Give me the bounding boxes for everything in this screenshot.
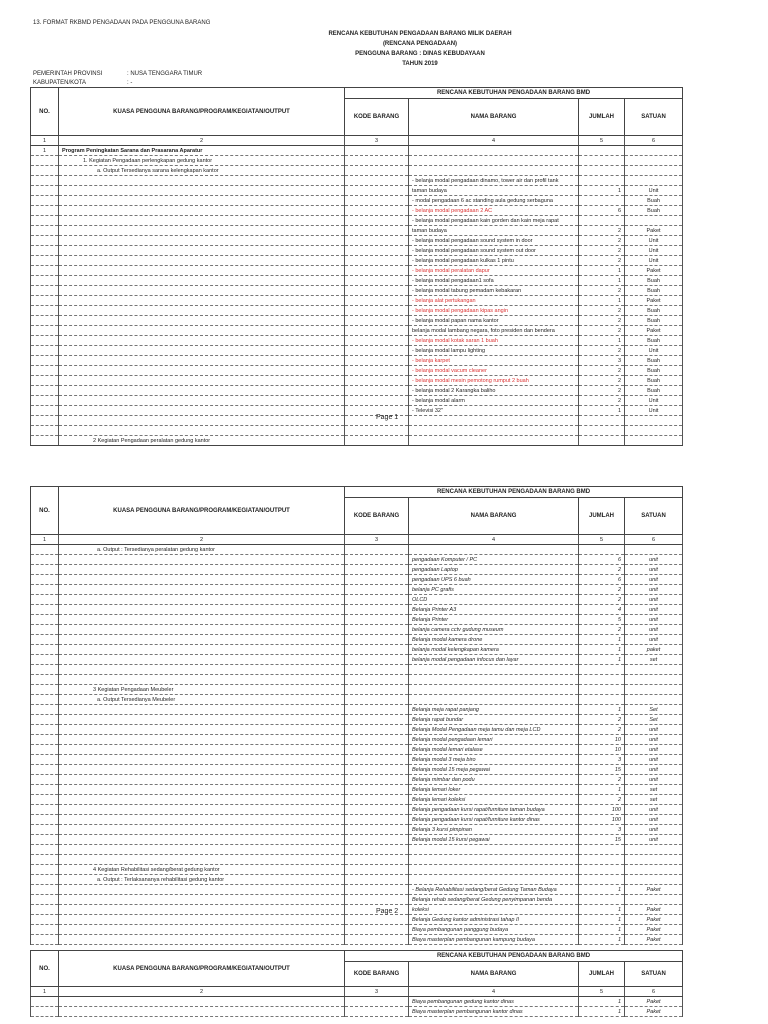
item-jumlah: 2 (579, 725, 625, 735)
item-name: Belanja Gedung kantor administrasi tahap II (409, 915, 579, 925)
kab-label: KABUPATEN/KOTA (33, 80, 87, 86)
num-3: 3 (345, 987, 409, 997)
item-satuan: Unit (625, 186, 683, 196)
table-row (31, 785, 683, 795)
table-row (31, 705, 683, 715)
item-jumlah: 10 (579, 735, 625, 745)
table-row (31, 635, 683, 645)
kab-value: : - (127, 80, 133, 86)
item-satuan: unit (625, 825, 683, 835)
item-jumlah: 2 (579, 775, 625, 785)
table-row (31, 795, 683, 805)
item-name: Belanja lemari loker (409, 785, 579, 795)
table-row (31, 186, 683, 196)
table-row (31, 925, 683, 935)
item-satuan: unit (625, 755, 683, 765)
col-kode: KODE BARANG (345, 99, 409, 136)
num-4: 4 (409, 136, 579, 146)
item-jumlah: 15 (579, 765, 625, 775)
item-name: - belanja modal mesin pemotong rumput 2 buah (409, 376, 579, 386)
table-row (31, 765, 683, 775)
item-jumlah: 2 (579, 795, 625, 805)
table-row (31, 575, 683, 585)
table-row (31, 775, 683, 785)
table-row (31, 725, 683, 735)
item-jumlah: 4 (579, 605, 625, 615)
num-5: 5 (579, 535, 625, 545)
item-jumlah: 1 (579, 186, 625, 196)
item-jumlah: 2 (579, 376, 625, 386)
item-satuan: Buah (625, 356, 683, 366)
table-row (31, 625, 683, 635)
item-name: Belanja Printer A3 (409, 605, 579, 615)
item-jumlah: 2 (579, 565, 625, 575)
item-name: belanja camera cctv gudung museum (409, 625, 579, 635)
table-row (31, 585, 683, 595)
item-satuan: Buah (625, 366, 683, 376)
item-jumlah: 2 (579, 595, 625, 605)
col-jumlah: JUMLAH (579, 498, 625, 535)
rkbmd-table-page-3 (30, 950, 683, 1017)
col-group: RENCANA KEBUTUHAN PENGADAAN BARANG BMD (345, 951, 683, 962)
col-kode: KODE BARANG (345, 498, 409, 535)
col-no: NO. (31, 951, 59, 987)
item-satuan: unit (625, 725, 683, 735)
prov-label: PEMERINTAH PROVINSI (33, 71, 103, 77)
col-nama: NAMA BARANG (409, 99, 579, 136)
table-row (31, 835, 683, 845)
item-satuan (625, 895, 683, 905)
item-satuan: Buah (625, 336, 683, 346)
output-title: a. Output Tersedianya sarana kelengkapan kantor (59, 166, 345, 176)
item-jumlah: 1 (579, 997, 625, 1007)
item-jumlah: 2 (579, 346, 625, 356)
col-no: NO. (31, 487, 59, 535)
item-name: taman budaya (409, 226, 579, 236)
next-kegiatan: 2 Kegiatan Pengadaan peralatan gedung kantor (59, 436, 345, 446)
table-row (31, 276, 683, 286)
item-name: - belanja modal pengadaan1 sofa (409, 276, 579, 286)
table-row (31, 246, 683, 256)
table-row (31, 206, 683, 216)
table-row (31, 645, 683, 655)
item-name: Belanja modal 3 meja biro (409, 755, 579, 765)
item-name: Belanja mimbar dan podu (409, 775, 579, 785)
item-name: Belanja meja rapat panjang (409, 705, 579, 715)
item-name: - belanja modal pengadaan dinamo, tower air dan profil tank (409, 176, 579, 186)
item-name: Belanja modal kamera drone (409, 635, 579, 645)
table-row (31, 815, 683, 825)
item-satuan: unit (625, 815, 683, 825)
table-row (31, 735, 683, 745)
item-satuan: unit (625, 835, 683, 845)
item-jumlah (579, 895, 625, 905)
item-name: Biaya masterplan pembangunan kantor dinas (409, 1007, 579, 1017)
item-jumlah: 1 (579, 645, 625, 655)
table-row (31, 905, 683, 915)
table-row (31, 176, 683, 186)
item-name: - belanja modal vacum cleaner (409, 366, 579, 376)
item-satuan: Unit (625, 256, 683, 266)
table-row (31, 997, 683, 1007)
item-jumlah: 2 (579, 585, 625, 595)
num-4: 4 (409, 535, 579, 545)
num-6: 6 (625, 987, 683, 997)
item-name: - belanja alat pertukangan (409, 296, 579, 306)
table-row (31, 356, 683, 366)
item-name: koleksi (409, 905, 579, 915)
item-name: Belanja modal 15 kursi pegawai (409, 835, 579, 845)
item-satuan: unit (625, 595, 683, 605)
item-name: - Belanja Rehabilitasi sedang/berat Gedung Taman Budaya (409, 885, 579, 895)
page-label-1: Page 1 (376, 414, 399, 421)
item-jumlah: 6 (579, 206, 625, 216)
item-jumlah: 2 (579, 386, 625, 396)
item-satuan (625, 176, 683, 186)
num-6: 6 (625, 136, 683, 146)
item-jumlah: 2 (579, 316, 625, 326)
table-row (31, 256, 683, 266)
item-satuan: Unit (625, 236, 683, 246)
item-name: - belanja modal kotak saran 1 buah (409, 336, 579, 346)
table-row (31, 316, 683, 326)
item-jumlah (579, 196, 625, 206)
item-name: - belanja modal tabung pemadam kebakaran (409, 286, 579, 296)
item-name: - belanja modal pengadaan kain gorden dan kain meja rapat (409, 216, 579, 226)
prov-value: : NUSA TENGGARA TIMUR (127, 71, 203, 77)
table-row (31, 236, 683, 246)
table-row (31, 655, 683, 665)
item-name: taman budaya (409, 186, 579, 196)
item-satuan: set (625, 655, 683, 665)
item-jumlah: 1 (579, 1007, 625, 1017)
item-jumlah: 2 (579, 226, 625, 236)
item-name: - modal pengadaan 6 ac standing aula gedung serbaguna (409, 196, 579, 206)
item-name: OLCD (409, 595, 579, 605)
kegiatan-rehab: 4 Kegiatan Rehabilitasi sedang/berat gedung kantor (59, 865, 345, 875)
table-row (31, 885, 683, 895)
output-peralatan: a. Output : Tersedianya peralatan gedung kantor (59, 545, 345, 555)
item-name: Belanja pengadaan kursi rapat/furniture kantor dinas (409, 815, 579, 825)
item-satuan: Buah (625, 196, 683, 206)
table-row (31, 406, 683, 416)
item-name: Biaya pembangunan panggung budaya (409, 925, 579, 935)
item-satuan: Paket (625, 915, 683, 925)
item-name: belanja modal kelengkapan kamera (409, 645, 579, 655)
item-name: Belanja pengadaan kursi rapat/furniture taman budaya (409, 805, 579, 815)
item-jumlah: 5 (579, 615, 625, 625)
rkbmd-table-page-2 (30, 486, 683, 945)
item-name: pengadaan Komputer / PC (409, 555, 579, 565)
table-row (31, 895, 683, 905)
item-name: Belanja modal lemari etalase (409, 745, 579, 755)
doc-title-1: RENCANA KEBUTUHAN PENGADAAN BARANG MILIK DAERAH (328, 31, 512, 37)
table-row (31, 216, 683, 226)
format-title: 13. FORMAT RKBMD PENGADAAN PADA PENGGUNA BARANG (33, 20, 211, 26)
item-name: - belanja modal pengadaan sound system in door (409, 236, 579, 246)
item-jumlah: 2 (579, 625, 625, 635)
rkbmd-table-page-1 (30, 87, 683, 446)
num-2: 2 (59, 987, 345, 997)
table-row (31, 326, 683, 336)
item-name: Belanja Modal Pengadaan meja tamu dan meja LCD (409, 725, 579, 735)
item-satuan: unit (625, 575, 683, 585)
item-name: Belanja modal 15 meja pegawai (409, 765, 579, 775)
table-row (31, 286, 683, 296)
item-satuan: paket (625, 645, 683, 655)
item-jumlah: 3 (579, 755, 625, 765)
table-row (31, 565, 683, 575)
table-row (31, 755, 683, 765)
num-5: 5 (579, 987, 625, 997)
item-jumlah: 1 (579, 296, 625, 306)
item-satuan: Paket (625, 935, 683, 945)
item-satuan (625, 216, 683, 226)
item-satuan: Unit (625, 246, 683, 256)
table-row (31, 306, 683, 316)
item-name: - belanja karpet (409, 356, 579, 366)
item-satuan: unit (625, 615, 683, 625)
doc-title-2: (RENCANA PENGADAAN) (382, 41, 458, 47)
item-satuan: Paket (625, 905, 683, 915)
item-jumlah: 100 (579, 805, 625, 815)
doc-title-3: PENGGUNA BARANG : DINAS KEBUDAYAAN (355, 51, 485, 57)
table-row (31, 825, 683, 835)
doc-title-4: TAHUN 2019 (402, 61, 438, 67)
item-name: Belanja 3 kursi pimpinan (409, 825, 579, 835)
kegiatan-title: 1. Kegiatan Pengadaan perlengkapan gedung kantor (59, 156, 345, 166)
item-satuan: unit (625, 635, 683, 645)
table-row (31, 615, 683, 625)
col-kuasa: KUASA PENGGUNA BARANG/PROGRAM/KEGIATAN/OUTPUT (59, 487, 345, 535)
item-name: - belanja modal lampu lighting (409, 346, 579, 356)
item-name: Belanja rehab sedang/berat Gedung penyimpanan benda (409, 895, 579, 905)
item-satuan: Buah (625, 306, 683, 316)
item-jumlah: 2 (579, 396, 625, 406)
num-1: 1 (31, 535, 59, 545)
item-jumlah: 1 (579, 705, 625, 715)
item-jumlah: 2 (579, 366, 625, 376)
col-group: RENCANA KEBUTUHAN PENGADAAN BARANG BMD (345, 88, 683, 99)
item-name: - belanja modal alarm (409, 396, 579, 406)
item-satuan: unit (625, 775, 683, 785)
item-satuan: unit (625, 735, 683, 745)
table-row (31, 226, 683, 236)
item-jumlah: 2 (579, 326, 625, 336)
item-jumlah: 15 (579, 835, 625, 845)
item-jumlah: 1 (579, 276, 625, 286)
item-satuan: Buah (625, 276, 683, 286)
item-jumlah: 10 (579, 745, 625, 755)
item-jumlah: 3 (579, 356, 625, 366)
item-name: Belanja lemari koleksi (409, 795, 579, 805)
item-name: belanja PC grafis (409, 585, 579, 595)
item-satuan: unit (625, 555, 683, 565)
item-jumlah: 1 (579, 915, 625, 925)
item-satuan: Unit (625, 346, 683, 356)
item-name: - belanja modal 2 Karangka baliho (409, 386, 579, 396)
table-row (31, 346, 683, 356)
table-row (31, 555, 683, 565)
item-jumlah (579, 216, 625, 226)
item-satuan: unit (625, 585, 683, 595)
item-satuan: set (625, 785, 683, 795)
item-name: - belanja modal pengadaan kulkas 1 pintu (409, 256, 579, 266)
table-row (31, 595, 683, 605)
table-row (31, 935, 683, 945)
item-satuan: Set (625, 715, 683, 725)
num-6: 6 (625, 535, 683, 545)
col-kuasa: KUASA PENGGUNA BARANG/PROGRAM/KEGIATAN/OUTPUT (59, 951, 345, 987)
program-no: 1 (31, 146, 59, 156)
table-row (31, 296, 683, 306)
item-satuan: unit (625, 765, 683, 775)
table-row (31, 376, 683, 386)
item-satuan: Unit (625, 406, 683, 416)
item-name: - belanja modal papan nama kantor (409, 316, 579, 326)
item-name: - Televisi 32" (409, 406, 579, 416)
item-name: belanja modal pengadaan infocus dan layar (409, 655, 579, 665)
item-satuan: unit (625, 625, 683, 635)
item-satuan: Buah (625, 206, 683, 216)
item-satuan: Set (625, 705, 683, 715)
num-1: 1 (31, 987, 59, 997)
output-rehab: a. Output : Terlaksananya rehabilitasi gedung kantor (59, 875, 345, 885)
col-satuan: SATUAN (625, 962, 683, 987)
item-jumlah: 2 (579, 286, 625, 296)
table-row (31, 266, 683, 276)
col-jumlah: JUMLAH (579, 99, 625, 136)
item-name: Biaya masterplan pembangunan kampung budaya (409, 935, 579, 945)
item-satuan: Unit (625, 396, 683, 406)
num-2: 2 (59, 535, 345, 545)
item-jumlah: 1 (579, 935, 625, 945)
kegiatan-meubeler: 3 Kegiatan Pengadaan Meubeler (59, 685, 345, 695)
col-kode: KODE BARANG (345, 962, 409, 987)
item-jumlah: 2 (579, 236, 625, 246)
num-1: 1 (31, 136, 59, 146)
col-no: NO. (31, 88, 59, 136)
num-3: 3 (345, 136, 409, 146)
item-jumlah: 2 (579, 306, 625, 316)
item-satuan: Paket (625, 266, 683, 276)
table-row (31, 1007, 683, 1017)
col-nama: NAMA BARANG (409, 498, 579, 535)
item-satuan: Paket (625, 1007, 683, 1017)
table-row (31, 805, 683, 815)
item-satuan: Paket (625, 326, 683, 336)
num-5: 5 (579, 136, 625, 146)
item-jumlah: 1 (579, 885, 625, 895)
output-meubeler: a. Output Tersedianya Meubeler (59, 695, 345, 705)
col-satuan: SATUAN (625, 99, 683, 136)
item-name: - belanja modal pengadaan sound system out door (409, 246, 579, 256)
item-jumlah: 1 (579, 925, 625, 935)
item-jumlah (579, 176, 625, 186)
item-satuan: Paket (625, 925, 683, 935)
item-jumlah: 1 (579, 266, 625, 276)
program-title: Program Peningkatan Sarana dan Prasarana Aparatur (59, 146, 345, 156)
col-satuan: SATUAN (625, 498, 683, 535)
table-row (31, 366, 683, 376)
num-3: 3 (345, 535, 409, 545)
item-name: belanja modal lambang negara, foto presiden dan bendera (409, 326, 579, 336)
item-jumlah: 1 (579, 336, 625, 346)
item-satuan: unit (625, 565, 683, 575)
table-row (31, 915, 683, 925)
item-name: Belanja rapat bundar (409, 715, 579, 725)
item-satuan: set (625, 795, 683, 805)
item-satuan: Buah (625, 286, 683, 296)
item-jumlah: 1 (579, 635, 625, 645)
item-satuan: unit (625, 605, 683, 615)
item-jumlah: 2 (579, 246, 625, 256)
item-satuan: Paket (625, 885, 683, 895)
item-satuan: unit (625, 745, 683, 755)
item-satuan: Paket (625, 226, 683, 236)
item-name: - belanja modal pengadaan 2 AC (409, 206, 579, 216)
item-name: pengadaan UPS 6 buah (409, 575, 579, 585)
item-satuan: Paket (625, 296, 683, 306)
item-name: Belanja Printer (409, 615, 579, 625)
col-nama: NAMA BARANG (409, 962, 579, 987)
table-row (31, 386, 683, 396)
table-row (31, 745, 683, 755)
table-row (31, 396, 683, 406)
item-jumlah: 100 (579, 815, 625, 825)
item-satuan: Buah (625, 316, 683, 326)
item-jumlah: 2 (579, 256, 625, 266)
table-row (31, 605, 683, 615)
item-name: Biaya pembangunan gedung kantor dinas (409, 997, 579, 1007)
item-name: pengadaan Laptop (409, 565, 579, 575)
item-satuan: unit (625, 805, 683, 815)
col-jumlah: JUMLAH (579, 962, 625, 987)
item-jumlah: 6 (579, 555, 625, 565)
item-satuan: Paket (625, 997, 683, 1007)
item-name: - belanja modal peralatan dapur (409, 266, 579, 276)
item-jumlah: 6 (579, 575, 625, 585)
page-label-2: Page 2 (376, 908, 399, 915)
item-name: - belanja modal pengadaan kipas angin (409, 306, 579, 316)
table-row (31, 715, 683, 725)
col-group: RENCANA KEBUTUHAN PENGADAAN BARANG BMD (345, 487, 683, 498)
item-jumlah: 1 (579, 406, 625, 416)
table-row (31, 196, 683, 206)
item-jumlah: 1 (579, 655, 625, 665)
num-2: 2 (59, 136, 345, 146)
item-name: Belanja modal pengadaan lemari (409, 735, 579, 745)
item-jumlah: 1 (579, 905, 625, 915)
col-kuasa: KUASA PENGGUNA BARANG/PROGRAM/KEGIATAN/OUTPUT (59, 88, 345, 136)
item-satuan: Buah (625, 386, 683, 396)
item-jumlah: 2 (579, 715, 625, 725)
num-4: 4 (409, 987, 579, 997)
table-row (31, 336, 683, 346)
item-satuan: Buah (625, 376, 683, 386)
item-jumlah: 1 (579, 785, 625, 795)
item-jumlah: 3 (579, 825, 625, 835)
